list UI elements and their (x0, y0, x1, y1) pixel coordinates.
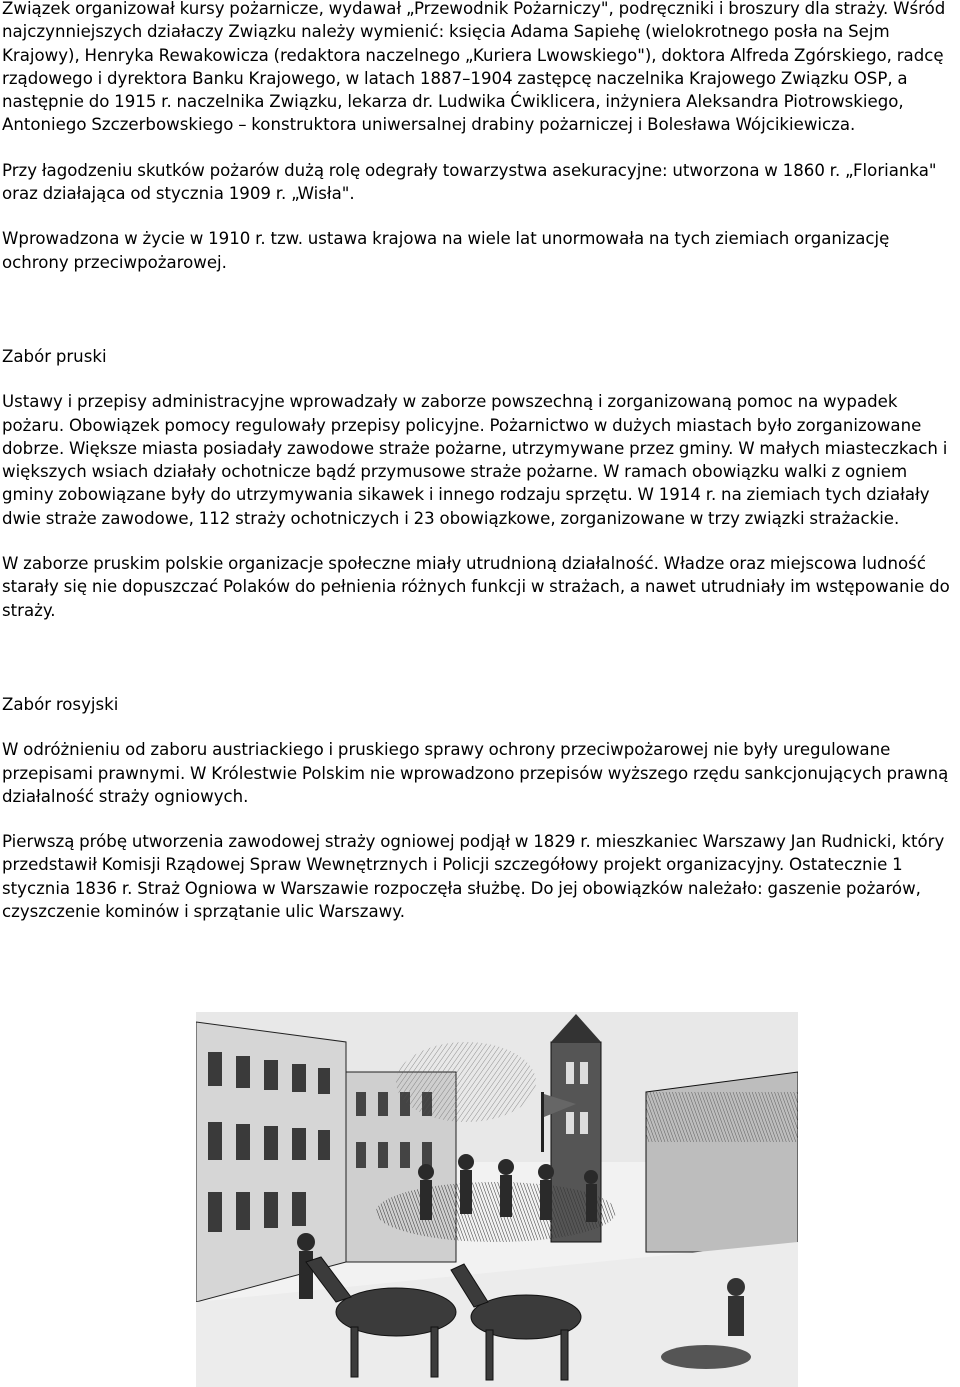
paragraph-prussian-2: W zaborze pruskim polskie organizacje społeczne miały utrudnioną działalność. Władze oraz miejscowa ludność starały się nie dopuszczać Polaków do pełnienia różnych funkcji w strażach, a nawet utrudniały im wstępowanie do straży. (2, 554, 950, 620)
document-page (2, 0, 960, 923)
paragraph-russian-1: W odróżnieniu od zaboru austriackiego i pruskiego sprawy ochrony przeciwpożarowej nie były uregulowane przepisami prawnymi. W Królestwie Polskim nie wprowadzono przepisów wyższego rzędu sankcjonujących prawną działalność straży ogniowych. (2, 740, 949, 806)
paragraph-intro: Związek organizował kursy pożarnicze, wydawał „Przewodnik Pożarniczy", podręczniki i broszury dla straży. Wśród najczynniejszych działaczy Związku należy wymienić: księcia Adama Sapiehę (wielokrotnego posła na Sejm Krajowy), Henryka Rewakowicza (redaktora naczelnego „Kuriera Lwowskiego"), doktora Alfreda Zgórskiego, radcę rządowego i dyrektora Banku Krajowego, w latach 1887–1904 zastępcę naczelnika Krajowego Związku OSP, a następnie do 1915 r. naczelnika Związku, lekarza dr. Ludwika Ćwiklicera, inżyniera Aleksandra Piotrowskiego, Antoniego Szczerbowskiego – konstruktora uniwersalnej drabiny pożarniczej i Bolesława Wójcikiewicza. (2, 0, 946, 135)
engraving-image (196, 1012, 798, 1387)
section-heading-russian: Zabór rosyjski (2, 694, 119, 714)
section-heading-prussian: Zabór pruski (2, 346, 107, 366)
paragraph-law: Wprowadzona w życie w 1910 r. tzw. ustawa krajowa na wiele lat unormowała na tych ziemiach organizację ochrony przeciwpożarowej. (2, 229, 890, 272)
paragraph-prussian-1: Ustawy i przepisy administracyjne wprowadzały w zaborze powszechną i zorganizowaną pomoc na wypadek pożaru. Obowiązek pomocy regulowały przepisy policyjne. Pożarnictwo w dużych miastach było zorganizowane dobrze. Większe miasta posiadały zawodowe straże pożarne, utrzymywane przez gminy. W małych miasteczkach i większych wsiach działały ochotnicze bądź przymusowe straże pożarne. W ramach obowiązku walki z ogniem gminy zobowiązane były do utrzymywania sikawek i innego rodzaju sprzętu. W 1914 r. na ziemiach tych działały dwie straże zawodowe, 112 straży ochotniczych i 23 obowiązkowe, zorganizowane w trzy związki strażackie. (2, 392, 948, 528)
paragraph-russian-2: Pierwszą próbę utworzenia zawodowej straży ogniowej podjął w 1829 r. mieszkaniec Warszawy Jan Rudnicki, który przedstawił Komisji Rządowej Spraw Wewnętrznych i Policji szczegółowy projekt organizacyjny. Ostatecznie 1 stycznia 1836 r. Straż Ogniowa w Warszawie rozpoczęła służbę. Do jej obowiązków należało: gaszenie pożarów, czyszczenie kominów i sprzątanie ulic Warszawy. (2, 832, 945, 922)
paragraph-insurance: Przy łagodzeniu skutków pożarów dużą rolę odegrały towarzystwa asekuracyjne: utworzona w 1860 r. „Florianka" oraz działająca od stycznia 1909 r. „Wisła". (2, 160, 937, 204)
fire-brigade-engraving (196, 1012, 798, 1387)
